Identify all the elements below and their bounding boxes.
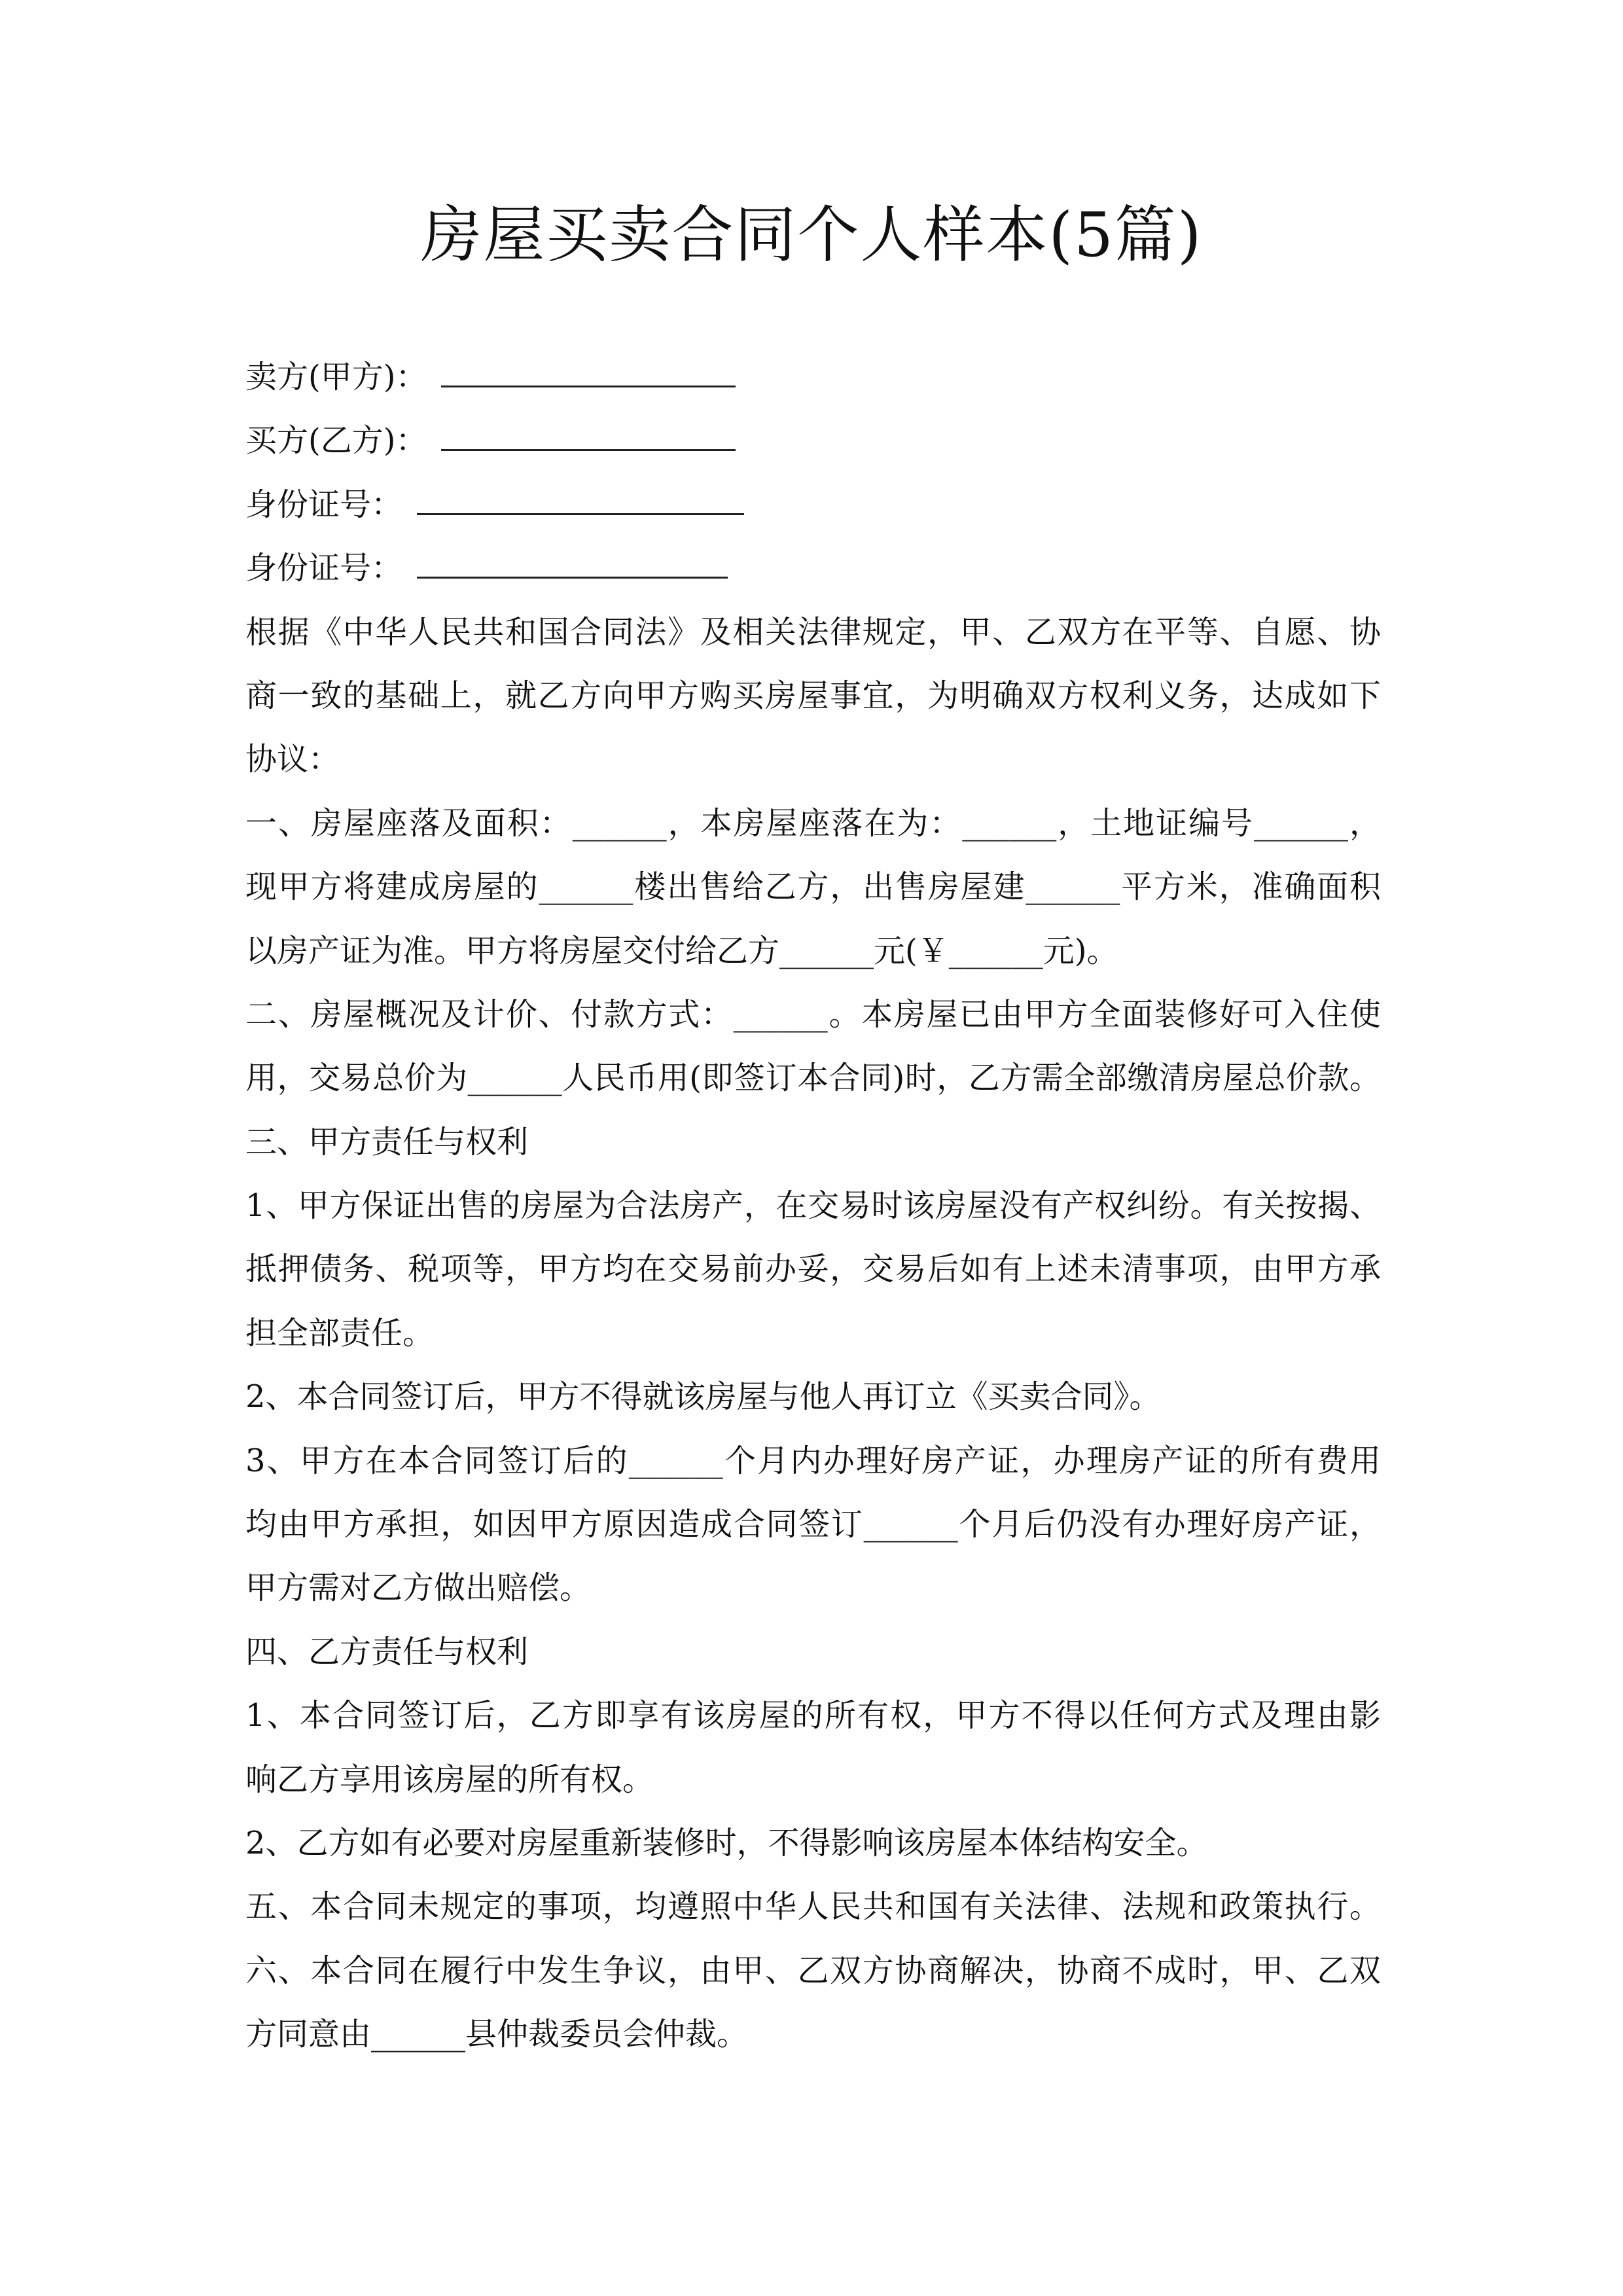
- body-line: 响乙方享用该房屋的所有权。: [245, 1761, 654, 1798]
- body-line: 一、房屋座落及面积：______，本房屋座落在为：______，土地证编号______，: [245, 804, 1381, 842]
- body-line: 五、本合同未规定的事项，均遵照中华人民共和国有关法律、法规和政策执行。: [245, 1888, 1381, 1926]
- id-number-field: [245, 537, 1381, 600]
- section-heading: 三、甲方责任与权利: [245, 1123, 529, 1160]
- buyer-blank[interactable]: [441, 410, 736, 451]
- section-heading: 四、乙方责任与权利: [245, 1633, 529, 1670]
- id-number-blank[interactable]: [417, 474, 744, 515]
- field-label: 卖方(甲方)：: [245, 359, 427, 395]
- seller-field: [245, 346, 1381, 409]
- document-body: [245, 346, 1381, 2067]
- body-line: 2、乙方如有必要对房屋重新装修时，不得影响该房屋本体结构安全。: [245, 1824, 1208, 1861]
- body-line: 现甲方将建成房屋的______楼出售给乙方，出售房屋建______平方米，准确面积: [245, 869, 1381, 906]
- body-line: 均由甲方承担，如因甲方原因造成合同签订______个月后仍没有办理好房产证，: [245, 1506, 1381, 1543]
- body-line: 甲方需对乙方做出赔偿。: [245, 1570, 592, 1607]
- body-line: 1、本合同签订后，乙方即享有该房屋的所有权，甲方不得以任何方式及理由影: [245, 1697, 1381, 1734]
- body-line: 六、本合同在履行中发生争议，由甲、乙双方协商解决，协商不成时，甲、乙双: [245, 1952, 1381, 1989]
- body-line: 用，交易总价为______人民币用(即签订本合同)时，乙方需全部缴清房屋总价款。: [245, 1060, 1381, 1097]
- id-number-blank[interactable]: [417, 537, 728, 579]
- field-label: 买方(乙方)：: [245, 422, 427, 459]
- field-label: 身份证号：: [245, 550, 403, 587]
- document-title: 房屋买卖合同个人样本(5篇): [420, 200, 1203, 271]
- seller-blank[interactable]: [441, 346, 736, 387]
- id-number-field: [245, 473, 1381, 537]
- body-line: 抵押债务、税项等，甲方均在交易前办妥，交易后如有上述未清事项，由甲方承: [245, 1251, 1381, 1288]
- body-line: 方同意由______县仲裁委员会仲裁。: [245, 2016, 749, 2053]
- body-line: 以房产证为准。甲方将房屋交付给乙方______元(￥______元)。: [245, 932, 1118, 969]
- body-line: 担全部责任。: [245, 1314, 435, 1352]
- buyer-field: [245, 409, 1381, 473]
- body-line: 1、甲方保证出售的房屋为合法房产，在交易时该房屋没有产权纠纷。有关按揭、: [245, 1187, 1381, 1225]
- body-line: 协议：: [245, 741, 340, 778]
- body-line: 根据《中华人民共和国合同法》及相关法律规定，甲、乙双方在平等、自愿、协: [245, 613, 1381, 651]
- body-line: 2、本合同签订后，甲方不得就该房屋与他人再订立《买卖合同》。: [245, 1378, 1161, 1416]
- body-line: 商一致的基础上，就乙方向甲方购买房屋事宜，为明确双方权利义务，达成如下: [245, 677, 1381, 714]
- field-label: 身份证号：: [245, 486, 403, 523]
- body-line: 二、房屋概况及计价、付款方式：______。本房屋已由甲方全面装修好可入住使: [245, 996, 1381, 1033]
- body-line: 3、甲方在本合同签订后的______个月内办理好房产证，办理房产证的所有费用: [245, 1442, 1381, 1479]
